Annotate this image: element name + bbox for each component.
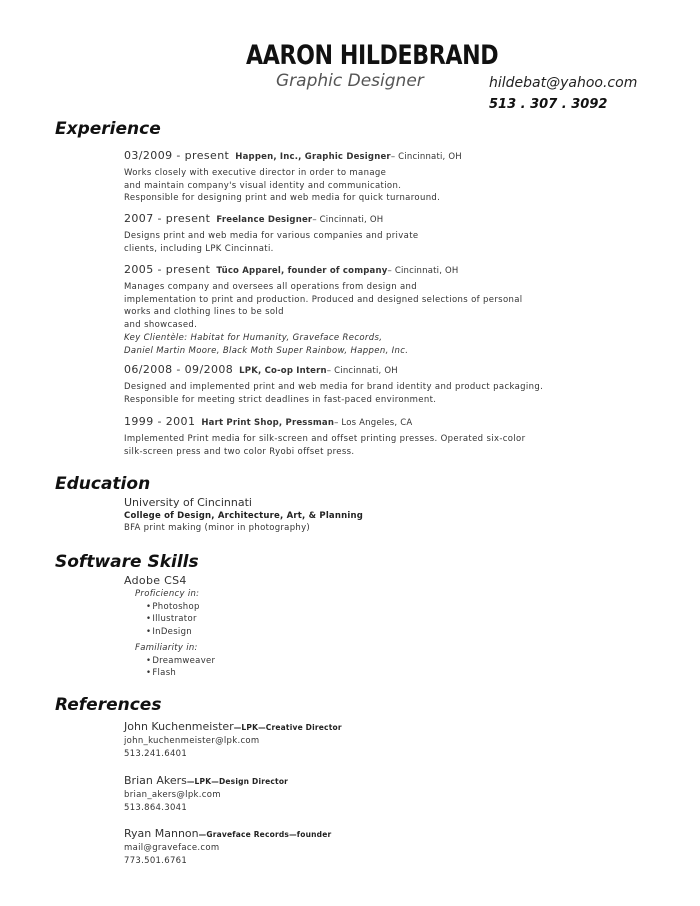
reference-role: —Graveface Records—founder — [198, 830, 332, 839]
skill-item — [146, 601, 215, 614]
job-line: silk-screen press and two color Ryobi offset press. — [124, 446, 355, 457]
software-heading: Software Skills — [55, 552, 199, 572]
job-location: – Cincinnati, OH — [387, 266, 459, 276]
job-description — [124, 230, 594, 255]
job-company: Happen, Inc., Graphic Designer — [235, 152, 391, 162]
job-company: Hart Print Shop, Pressman — [201, 418, 335, 428]
reference-phone: 513.241.6401 — [124, 748, 188, 759]
job-description — [124, 381, 594, 406]
software-skills — [124, 574, 215, 680]
reference-header — [124, 825, 331, 842]
job-dates: 03/2009 - present — [124, 149, 230, 162]
bullet-icon: • — [146, 626, 152, 637]
skill-name: Dreamweaver — [152, 655, 216, 666]
job-company: Freelance Designer — [216, 215, 313, 225]
bullet-icon: • — [146, 614, 152, 624]
reference-email: john_kuchenmeister@lpk.com — [124, 736, 260, 746]
job-line: Responsible for designing print and web media for quick turnaround. — [124, 193, 441, 204]
job-location: – Los Angeles, CA — [334, 418, 413, 428]
software-suite: Adobe CS4 — [124, 574, 187, 587]
key-clientele-line: Daniel Martin Moore, Black Moth Super Rainbow, Happen, Inc. — [124, 345, 409, 356]
job-header — [124, 211, 594, 228]
education-college: College of Design, Architecture, Art, & Planning — [124, 511, 364, 521]
applicant-title: Graphic Designer — [276, 71, 424, 91]
reference-phone: 773.501.6761 — [124, 855, 188, 866]
reference-entry — [124, 718, 342, 760]
bullet-icon: • — [146, 601, 152, 612]
job-line: Responsible for meeting strict deadlines in fast-paced environment. — [124, 394, 437, 405]
skill-name: Illustrator — [152, 614, 197, 624]
proficiency-label: Proficiency in: — [135, 589, 200, 599]
reference-email: brian_akers@lpk.com — [124, 790, 221, 800]
job-entry — [124, 262, 594, 357]
job-description — [124, 433, 594, 458]
job-company: Tüco Apparel, founder of company — [216, 266, 388, 276]
job-entry — [124, 148, 594, 205]
job-line: works and clothing lines to be sold — [124, 307, 284, 318]
skill-item — [146, 626, 215, 639]
familiarity-label: Familiarity in: — [135, 643, 198, 653]
experience-heading: Experience — [55, 119, 161, 139]
job-line: implementation to print and production. Produced and designed selections of personal — [124, 294, 523, 305]
job-line: Designed and implemented print and web media for brand identity and product packaging. — [124, 382, 544, 392]
job-dates: 1999 - 2001 — [124, 415, 196, 428]
reference-name: Ryan Mannon — [124, 827, 199, 840]
skill-name: Flash — [152, 668, 177, 678]
job-header — [124, 262, 594, 279]
applicant-name: AARON HILDEBRAND — [246, 40, 499, 71]
skill-item — [146, 613, 215, 626]
reference-email: mail@graveface.com — [124, 843, 220, 853]
job-dates: 2005 - present — [124, 263, 211, 276]
job-company: LPK, Co-op Intern — [239, 366, 327, 376]
contact-phone: 513 . 307 . 3092 — [489, 97, 608, 112]
job-line: Designs print and web media for various companies and private — [124, 231, 419, 241]
job-entry — [124, 362, 594, 406]
job-description — [124, 167, 594, 205]
reference-name: Brian Akers — [124, 774, 187, 787]
job-header — [124, 414, 594, 431]
job-header — [124, 148, 594, 165]
job-dates: 06/2008 - 09/2008 — [124, 363, 234, 376]
job-location: – Cincinnati, OH — [312, 215, 384, 225]
job-description — [124, 281, 594, 357]
reference-header — [124, 772, 288, 789]
job-location: – Cincinnati, OH — [326, 366, 398, 376]
skill-item — [146, 655, 215, 668]
reference-role: —LPK—Creative Director — [233, 723, 342, 732]
skill-name: InDesign — [152, 626, 192, 637]
reference-entry — [124, 825, 331, 867]
education-school: University of Cincinnati — [124, 496, 252, 509]
bullet-icon: • — [146, 655, 152, 666]
job-line: Implemented Print media for silk-screen and offset printing presses. Operated six-color — [124, 434, 526, 444]
reference-entry — [124, 772, 288, 814]
job-line: and maintain company's visual identity and communication. — [124, 180, 402, 191]
key-clientele-line: Key Clientèle: Habitat for Humanity, Graveface Records, — [124, 332, 383, 343]
references-heading: References — [55, 695, 162, 715]
job-line: Works closely with executive director in order to manage — [124, 168, 387, 178]
education-entry — [124, 496, 363, 534]
job-header — [124, 362, 594, 379]
job-line: Manages company and oversees all operations from design and — [124, 282, 418, 292]
job-entry — [124, 211, 594, 255]
skill-item — [146, 667, 215, 680]
education-heading: Education — [55, 474, 151, 494]
job-location: – Cincinnati, OH — [390, 152, 462, 162]
education-degree: BFA print making (minor in photography) — [124, 523, 311, 533]
bullet-icon: • — [146, 668, 152, 678]
reference-role: —LPK—Design Director — [186, 777, 289, 786]
job-dates: 2007 - present — [124, 212, 211, 225]
skill-name: Photoshop — [152, 601, 200, 612]
job-line: and showcased. — [124, 320, 198, 331]
job-entry — [124, 414, 594, 458]
contact-email: hildebat@yahoo.com — [489, 75, 638, 91]
reference-header — [124, 718, 342, 735]
job-line: clients, including LPK Cincinnati. — [124, 243, 274, 254]
reference-phone: 513.864.3041 — [124, 802, 188, 813]
reference-name: John Kuchenmeister — [124, 720, 234, 733]
